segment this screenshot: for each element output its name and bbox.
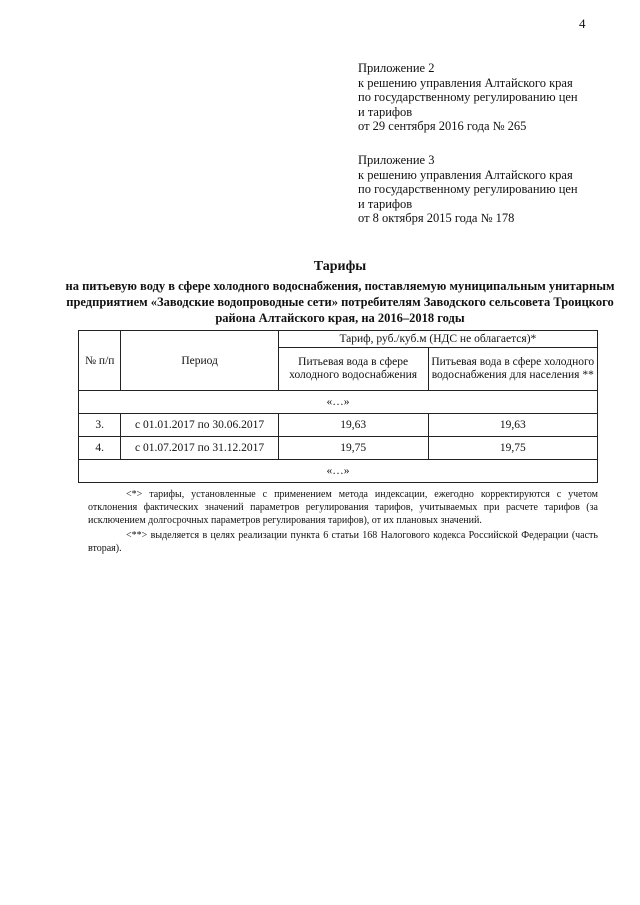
document-title (60, 259, 620, 326)
header-col-a: Питьевая вода в сфере холодного водоснабжения (278, 348, 428, 391)
tariffs-table (78, 330, 598, 483)
ellipsis-cell: «…» (79, 391, 598, 414)
appendix-2-header (358, 61, 608, 134)
appendix-2-line: по государственному регулированию цен (358, 90, 578, 104)
table-row (79, 437, 598, 460)
appendix-3-header (358, 153, 608, 226)
table-header-row (79, 331, 598, 348)
appendix-3-line: и тарифов (358, 196, 413, 211)
appendix-3-line: от 8 октября 2015 года № 178 (358, 211, 515, 225)
page-number: 4 (579, 16, 586, 31)
cell-tariff-b: 19,63 (428, 414, 597, 437)
table-row (79, 414, 598, 437)
ellipsis-cell: «…» (79, 460, 598, 483)
title-main: Тарифы (313, 259, 367, 274)
appendix-3-line: по государственному регулированию цен (358, 182, 578, 196)
cell-period: с 01.07.2017 по 31.12.2017 (121, 437, 278, 460)
appendix-3-line: к решению управления Алтайского края (358, 167, 573, 182)
appendix-2-line: к решению управления Алтайского края (358, 75, 573, 90)
appendix-2-line: от 29 сентября 2016 года № 265 (358, 119, 527, 133)
appendix-3-line: Приложение 3 (358, 153, 435, 167)
header-num: № п/п (79, 331, 121, 391)
cell-num: 4. (79, 437, 121, 460)
cell-num: 3. (79, 414, 121, 437)
table-row-ellipsis (79, 460, 598, 483)
cell-tariff-a: 19,75 (278, 437, 428, 460)
appendix-2-line: Приложение 2 (358, 61, 435, 75)
table-row-ellipsis (79, 391, 598, 414)
header-period: Период (121, 331, 278, 391)
cell-tariff-b: 19,75 (428, 437, 597, 460)
cell-tariff-a: 19,63 (278, 414, 428, 437)
header-col-b: Питьевая вода в сфере холодного водоснабжения для населения ** (428, 348, 597, 391)
title-subtitle: на питьевую воду в сфере холодного водоснабжения, поставляемую муниципальным унитарным предприятием «Заводские водопроводные сети» потребителям Заводского сельсовета Троицкого района Алтайского края, на 2016–2018 годы (65, 279, 615, 325)
header-tariff: Тариф, руб./куб.м (НДС не облагается)* (278, 331, 597, 348)
footnotes (88, 488, 598, 557)
cell-period: с 01.01.2017 по 30.06.2017 (121, 414, 278, 437)
appendix-2-line: и тарифов (358, 104, 413, 119)
footnote-2: <**> выделяется в целях реализации пункта 6 статьи 168 Налогового кодекса Российской Федерации (часть вторая). (88, 530, 598, 554)
footnote-1: <*> тарифы, установленные с применением метода индексации, ежегодно корректируются с учетом отклонения фактических значений параметров регулирования тарифов, учитываемых при расчете тарифов (за исключением долгосрочных параметров регулирования тарифов), от их плановых значений. (88, 489, 598, 526)
